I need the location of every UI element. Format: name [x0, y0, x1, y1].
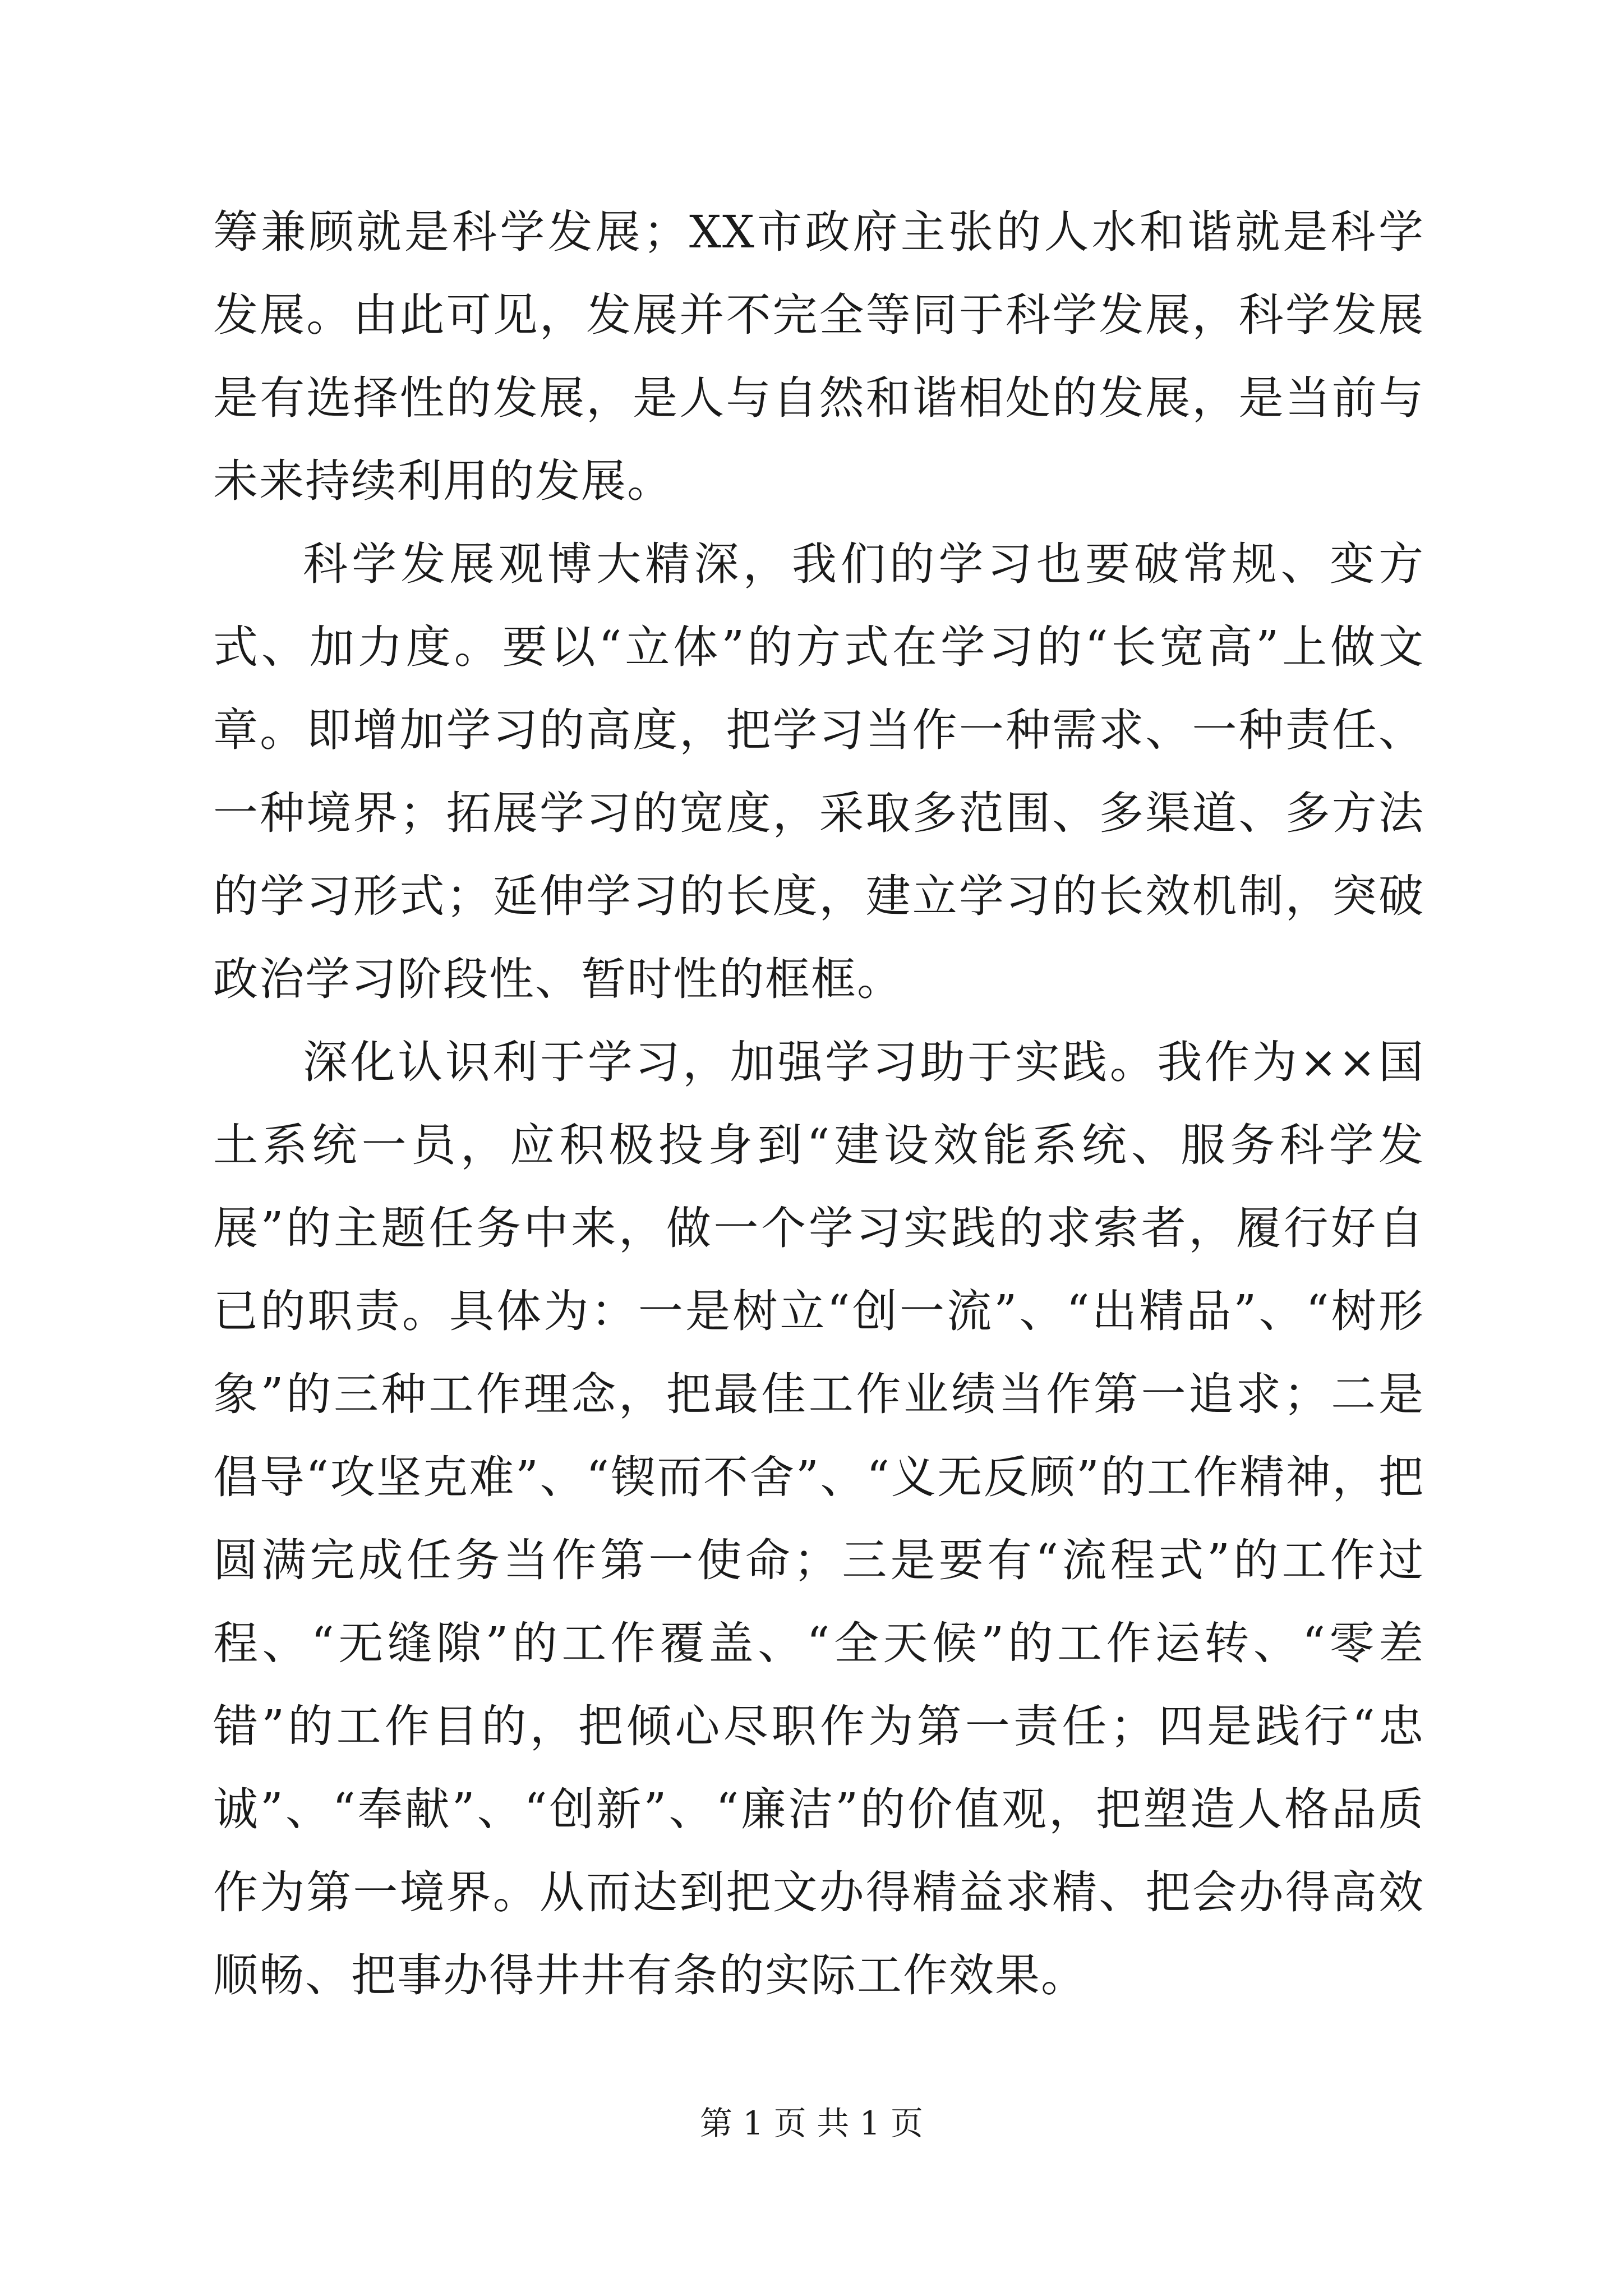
- document-body: [213, 191, 1424, 2017]
- paragraph-3: 深化认识利于学习，加强学习助于实践。我作为××国土系统一员，应积极投身到“建设效能系统、服务科学发展”的主题任务中来，做一个学习实践的求索者，履行好自已的职责。具体为：一是树立“创一流”、“出精品”、“树形象”的三种工作理念，把最佳工作业绩当作第一追求；二是倡导“攻坚克难”、“锲而不舍”、“义无反顾”的工作精神，把圆满完成任务当作第一使命；三是要有“流程式”的工作过程、“无缝隙”的工作覆盖、“全天候”的工作运转、“零差错”的工作目的，把倾心尽职作为第一责任；四是践行“忠诚”、“奉献”、“创新”、“廉洁”的价值观，把塑造人格品质作为第一境界。从而达到把文办得精益求精、把会办得高效顺畅、把事办得井井有条的实际工作效果。: [213, 1036, 1424, 2001]
- paragraph-2: 科学发展观博大精深，我们的学习也要破常规、变方式、加力度。要以“立体”的方式在学习的“长宽高”上做文章。即增加学习的高度，把学习当作一种需求、一种责任、一种境界；拓展学习的宽度，采取多范围、多渠道、多方法的学习形式；延伸学习的长度，建立学习的长效机制，突破政治学习阶段性、暂时性的框框。: [213, 538, 1424, 1005]
- paragraph-1: 筹兼顾就是科学发展；XX市政府主张的人水和谐就是科学发展。由此可见，发展并不完全等同于科学发展，科学发展是有选择性的发展，是人与自然和谐相处的发展，是当前与未来持续利用的发展。: [213, 206, 1424, 507]
- page-footer: 第 1 页 共 1 页: [700, 2104, 923, 2142]
